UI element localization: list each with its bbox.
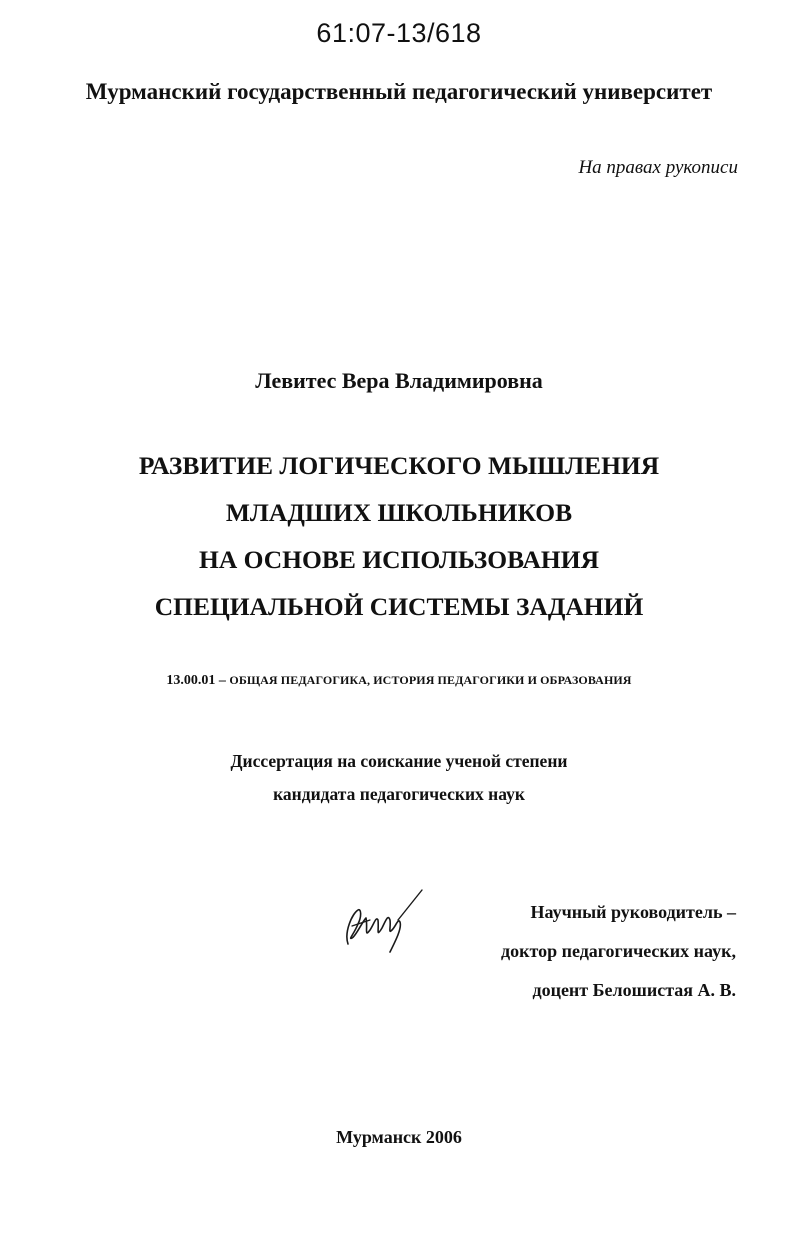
specialty-line bbox=[0, 673, 798, 689]
title-line: МЛАДШИХ ШКОЛЬНИКОВ bbox=[225, 498, 573, 527]
supervisor-line: доцент Белошистая А. В. bbox=[532, 980, 736, 1000]
degree-statement bbox=[0, 745, 798, 811]
city-year: Мурманск 2006 bbox=[336, 1127, 462, 1147]
specialty-name: ОБЩАЯ ПЕДАГОГИКА, ИСТОРИЯ ПЕДАГОГИКИ И ОБРАЗОВАНИЯ bbox=[229, 673, 632, 687]
catalog-number: 61:07-13/618 bbox=[316, 18, 482, 48]
title-line: НА ОСНОВЕ ИСПОЛЬЗОВАНИЯ bbox=[199, 545, 599, 574]
title-line: СПЕЦИАЛЬНОЙ СИСТЕМЫ ЗАДАНИЙ bbox=[154, 592, 644, 621]
signature bbox=[334, 880, 434, 962]
degree-line: кандидата педагогических наук bbox=[273, 784, 525, 804]
author-name: Левитес Вера Владимировна bbox=[255, 368, 543, 393]
supervisor-block bbox=[501, 893, 736, 1010]
university-name: Мурманский государственный педагогический университет bbox=[85, 79, 713, 104]
title-line: РАЗВИТИЕ ЛОГИЧЕСКОГО МЫШЛЕНИЯ bbox=[138, 451, 660, 480]
manuscript-note: На правах рукописи bbox=[578, 157, 738, 178]
dissertation-title bbox=[0, 442, 798, 630]
supervisor-line: доктор педагогических наук, bbox=[500, 941, 736, 961]
degree-line: Диссертация на соискание ученой степени bbox=[230, 751, 568, 771]
supervisor-line: Научный руководитель – bbox=[530, 902, 736, 922]
specialty-code: 13.00.01 – bbox=[166, 673, 226, 688]
